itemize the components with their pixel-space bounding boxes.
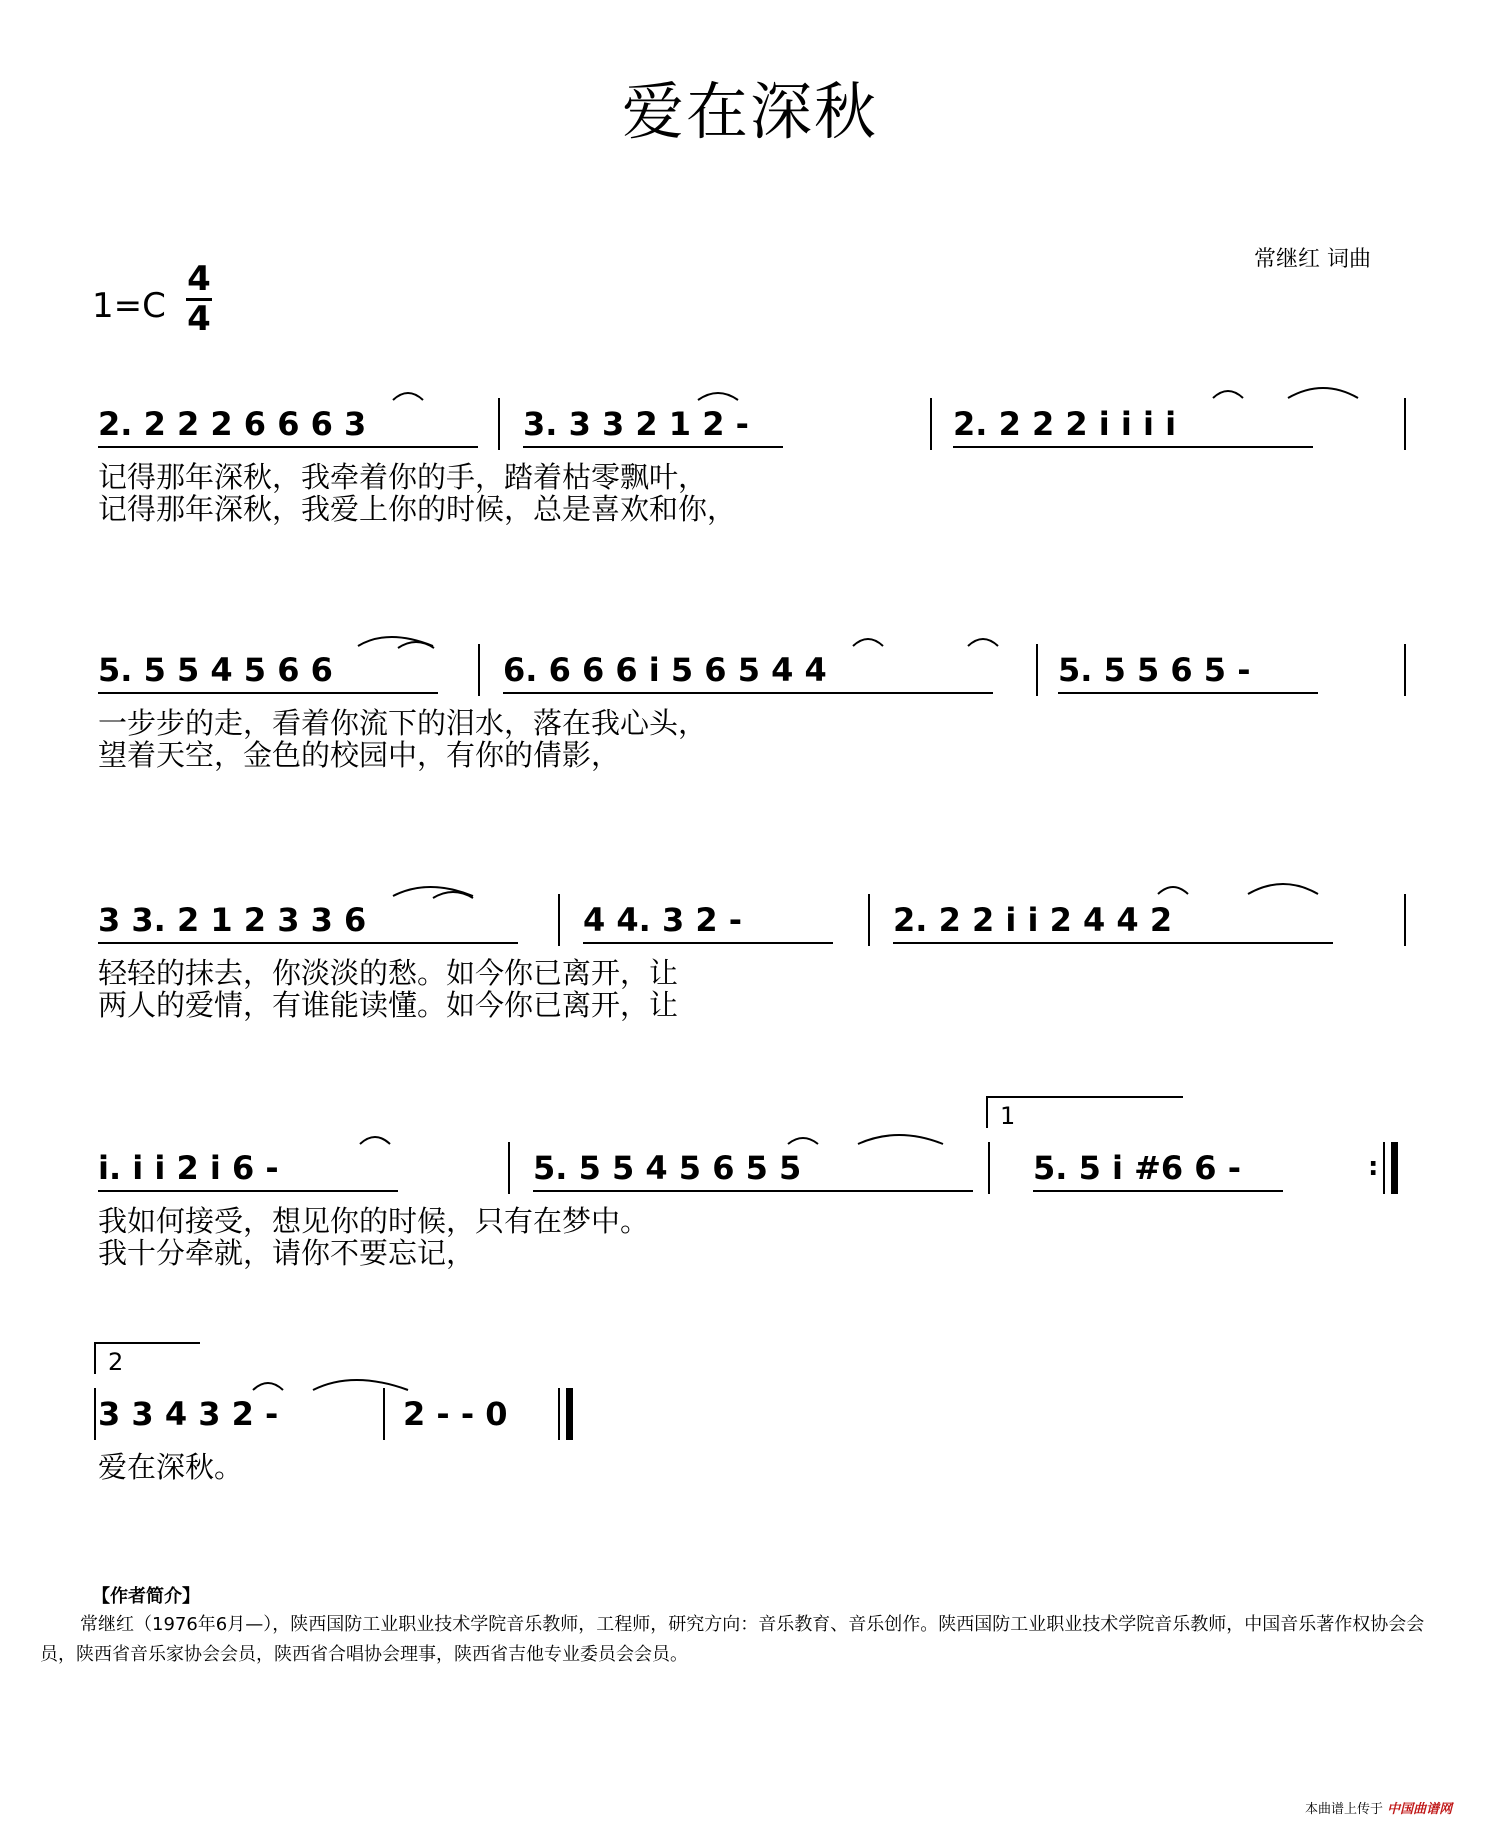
measure-4-2: 5. 5 5 4 5 6 5 5 [533, 1149, 802, 1187]
measure-2-1: 5. 5 5 4 5 6 6 [98, 651, 333, 689]
underline [1033, 1190, 1283, 1192]
lyrics-verse-1: 记得那年深秋，我牵着你的手，踏着枯零飘叶， [98, 460, 708, 494]
measure-3-1: 3 3. 2 1 2 3 3 6 [98, 901, 367, 939]
measure-5-2: 2 - - 0 [403, 1395, 508, 1433]
time-signature-bottom: 4 [187, 299, 211, 339]
lyrics-verse-1: 一步步的走，看着你流下的泪水，落在我心头， [98, 706, 708, 740]
lyrics-verse-1: 轻轻的抹去，你淡淡的愁。如今你已离开，让 [98, 956, 679, 990]
underline [523, 446, 783, 448]
author-credit: 常继红 词曲 [1254, 247, 1371, 272]
measure-1-1: 2. 2 2 2 6 6 6 3 [98, 405, 367, 443]
underline [953, 446, 1313, 448]
lyrics-verse-2: 我十分牵就，请你不要忘记， [98, 1236, 476, 1270]
score-system-1 [98, 404, 1408, 584]
site-logo: 中国曲谱网 [1387, 1802, 1453, 1817]
score-title: 爱在深秋 [621, 75, 878, 148]
measure-5-1: 3 3 4 3 2 - [98, 1395, 279, 1433]
underline [98, 692, 438, 694]
underline [583, 942, 833, 944]
volta-number: 1 [1000, 1102, 1016, 1130]
slur-marks [98, 1394, 698, 1434]
time-signature [186, 259, 212, 339]
lyrics-verse-2: 望着天空，金色的校园中，有你的倩影， [98, 738, 621, 772]
measure-3-2: 4 4. 3 2 - [583, 901, 743, 939]
repeat-dots: : [1368, 1152, 1379, 1182]
lyrics-verse-1: 爱在深秋。 [98, 1450, 244, 1484]
key-signature: 1=C [92, 286, 166, 326]
bar-line [94, 1388, 96, 1440]
underline [533, 1190, 973, 1192]
time-signature-top: 4 [187, 259, 211, 299]
volta-number: 2 [108, 1348, 124, 1376]
measure-2-3: 5. 5 5 6 5 - [1058, 651, 1251, 689]
slur-marks [98, 650, 1408, 690]
upload-text: 本曲谱上传于 [1305, 1802, 1384, 1817]
score-system-5 [98, 1348, 1408, 1574]
underline [503, 692, 993, 694]
volta-bracket-2 [94, 1342, 200, 1374]
slur-marks [98, 404, 1408, 444]
bio-text: 常继红（1976年6月—），陕西国防工业职业技术学院音乐教师，工程师，研究方向：音乐教育、音乐创作。陕西国防工业职业技术学院音乐教师，中国音乐著作权协会会员，陕西省音乐家协会会员，陕西省合唱协会理事，陕西省吉他专业委员会会员。 [40, 1614, 1425, 1665]
measure-4-3: 5. 5 i #6 6 - [1033, 1149, 1241, 1187]
slur-marks [98, 900, 1408, 940]
footer-upload-note [1305, 1798, 1452, 1817]
slur-marks [98, 1148, 1408, 1188]
underline [98, 1190, 398, 1192]
score-system-2 [98, 650, 1408, 830]
lyrics-verse-2: 两人的爱情，有谁能读懂。如今你已离开，让 [98, 988, 679, 1022]
underline [1058, 692, 1318, 694]
measure-4-1: i. i i 2 i 6 - [98, 1149, 279, 1187]
score-system-3 [98, 900, 1408, 1080]
volta-bracket-1 [986, 1096, 1183, 1128]
measure-1-2: 3. 3 3 2 1 2 - [523, 405, 749, 443]
underline [98, 446, 478, 448]
underline [98, 942, 518, 944]
underline [893, 942, 1333, 944]
bio-heading: 【作者简介】 [92, 1586, 200, 1607]
lyrics-verse-2: 记得那年深秋，我爱上你的时候，总是喜欢和你， [98, 492, 737, 526]
measure-2-2: 6. 6 6 6 i 5 6 5 4 4 [503, 651, 827, 689]
measure-3-3: 2. 2 2 i i 2 4 4 2 [893, 901, 1173, 939]
lyrics-verse-1: 我如何接受，想见你的时候，只有在梦中。 [98, 1204, 650, 1238]
measure-1-3: 2. 2 2 2 i i i i [953, 405, 1177, 443]
score-system-4 [98, 1102, 1408, 1328]
